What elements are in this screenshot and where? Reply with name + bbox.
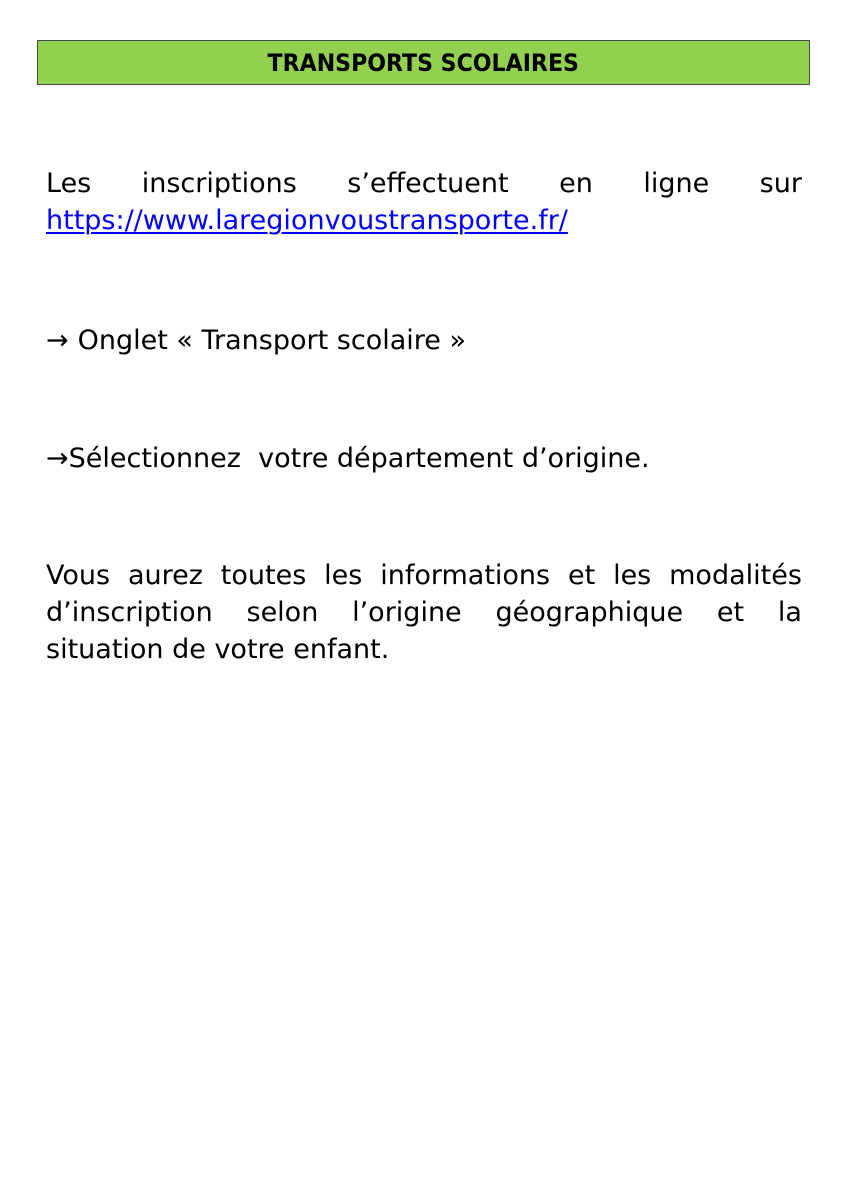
word: toutes — [220, 560, 307, 591]
word: selon — [246, 597, 319, 628]
word: géographique — [495, 597, 684, 628]
information-paragraph — [46, 557, 802, 668]
step-departement — [46, 440, 802, 477]
info-line-3: situation de votre enfant. — [46, 634, 390, 665]
page-title: TRANSPORTS SCOLAIRES — [267, 48, 580, 77]
word: les — [613, 560, 652, 591]
word: inscriptions — [141, 168, 297, 199]
word: l’origine — [352, 597, 462, 628]
word: en — [559, 168, 593, 199]
word: aurez — [127, 560, 203, 591]
word: sur — [759, 168, 802, 199]
word: informations — [380, 560, 551, 591]
word: les — [324, 560, 363, 591]
registration-paragraph — [46, 165, 802, 239]
word: modalités — [669, 560, 802, 591]
step-departement-text: Sélectionnez votre département d’origine. — [68, 443, 650, 474]
info-line-1 — [46, 557, 802, 594]
info-line-2 — [46, 594, 802, 631]
word: et — [567, 560, 596, 591]
word: Vous — [46, 560, 111, 591]
region-website-link[interactable]: https://www.laregionvoustransporte.fr/ — [46, 205, 568, 236]
word: Les — [46, 168, 92, 199]
word: et — [716, 597, 745, 628]
step-onglet-text: Onglet « Transport scolaire » — [77, 325, 466, 356]
step-onglet — [46, 322, 802, 359]
title-banner — [37, 40, 810, 85]
word: ligne — [643, 168, 710, 199]
arrow-right-icon: → — [46, 325, 69, 356]
word: d’inscription — [46, 597, 213, 628]
word: s’effectuent — [347, 168, 509, 199]
registration-intro-line — [46, 165, 802, 202]
word: la — [777, 597, 802, 628]
arrow-right-icon: → — [46, 443, 69, 474]
